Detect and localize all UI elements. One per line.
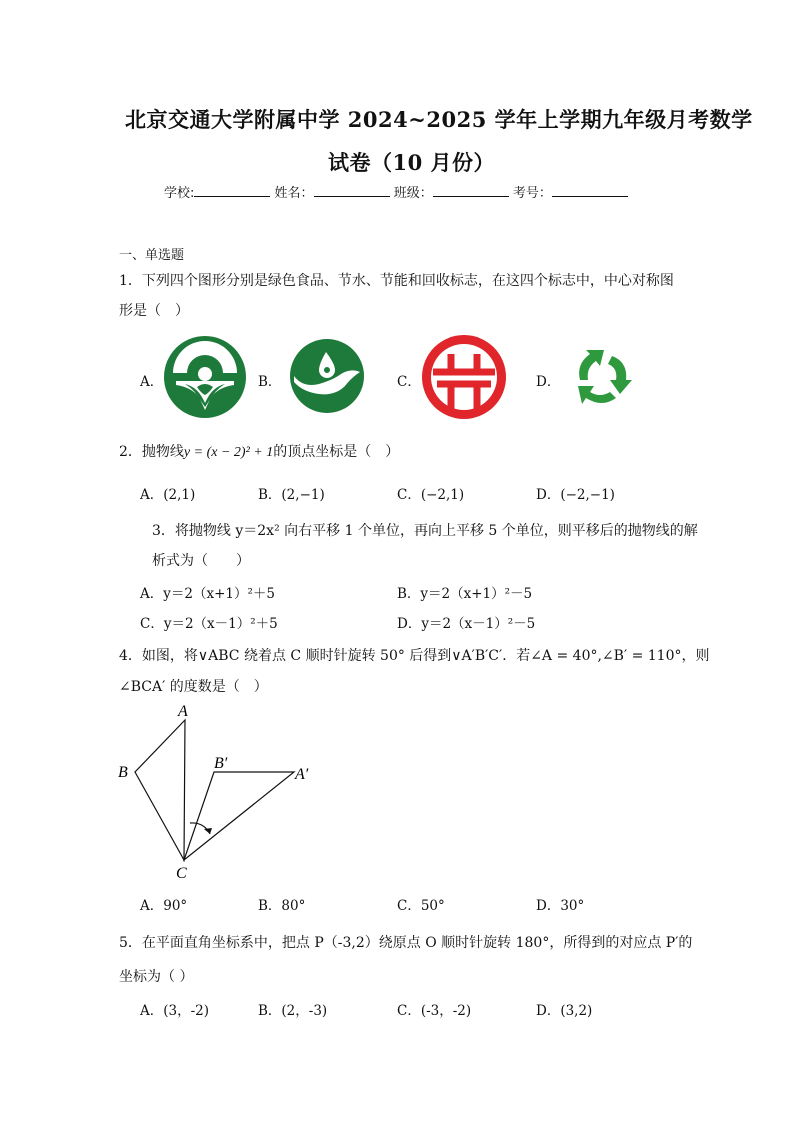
rotation-figure [110, 700, 325, 885]
name-label: 姓名： [274, 186, 314, 201]
section-heading: 一、单选题 [119, 248, 185, 263]
q3-option-a[interactable]: A．y＝2（x+1）²＋5 [140, 586, 275, 602]
q2-option-b[interactable]: B．(2,−1) [258, 487, 325, 503]
q2-suffix: 的顶点坐标是（ ） [273, 444, 400, 460]
q2-option-d[interactable]: D．(−2,−1) [536, 487, 615, 503]
label-b: B [118, 764, 128, 781]
label-c: C [176, 865, 187, 882]
q4-text-line-1: 4．如图，将∨ABC 绕着点 C 顺时针旋转 50° 后得到∨A′B′C′．若∠A = 40°,∠B′ = 110°，则 [119, 648, 710, 664]
q5-text-line-2: 坐标为（ ） [119, 969, 194, 985]
water-saving-logo-icon [289, 338, 365, 414]
q3-option-d[interactable]: D．y＝2（x－1）²－5 [397, 616, 536, 632]
rotation-arrowhead [204, 828, 212, 834]
q5-option-a[interactable]: A．(3，-2) [140, 1003, 210, 1019]
q2-option-a[interactable]: A．(2,1) [140, 487, 196, 503]
school-blank[interactable] [194, 184, 270, 197]
title-line-1: 北京交通大学附属中学 2024~2025 学年上学期九年级月考数学 [125, 107, 753, 132]
q2-option-c[interactable]: C．(−2,1) [397, 487, 465, 503]
q4-text-line-2: ∠BCA′ 的度数是（ ） [119, 679, 268, 695]
q1-option-b[interactable]: B． [258, 374, 282, 390]
q4-option-d[interactable]: D．30° [536, 898, 585, 914]
class-label: 班级： [393, 186, 433, 201]
q4-option-a[interactable]: A．90° [140, 898, 188, 914]
q1-option-c[interactable]: C． [397, 374, 421, 390]
school-label: 学校: [164, 186, 195, 201]
recycle-logo-icon [572, 346, 632, 408]
q2-text [119, 441, 399, 461]
label-b-prime: B′ [214, 755, 228, 772]
q5-option-d[interactable]: D．(3,2) [536, 1003, 593, 1019]
q2-formula: y = (x − 2)² + 1 [183, 445, 274, 460]
q5-text-line-1: 5．在平面直角坐标系中，把点 P（-3,2）绕原点 O 顺时针旋转 180°，所得到的对应点 P′的 [119, 935, 693, 951]
q4-option-c[interactable]: C．50° [397, 898, 445, 914]
label-a: A [178, 703, 188, 720]
title-line-2: 试卷（10 月份） [328, 150, 496, 175]
name-blank[interactable] [314, 184, 390, 197]
q5-option-b[interactable]: B．(2，-3) [258, 1003, 328, 1019]
class-blank[interactable] [433, 184, 509, 197]
student-info-row [164, 182, 628, 201]
q3-option-b[interactable]: B．y＝2（x+1）²－5 [397, 586, 533, 602]
q3-text-line-2: 析式为（ ） [152, 553, 250, 569]
triangle-a-prime-b-prime-c [184, 772, 294, 860]
q1-option-d[interactable]: D． [536, 374, 561, 390]
exam-no-blank[interactable] [552, 184, 628, 197]
label-a-prime: A′ [295, 766, 309, 783]
q1-text-line-2: 形是（ ） [119, 303, 189, 319]
green-food-logo-icon [163, 335, 247, 419]
q3-option-c[interactable]: C．y＝2（x－1）²＋5 [140, 616, 278, 632]
energy-saving-logo-icon [421, 334, 507, 420]
exam-no-label: 考号： [512, 186, 552, 201]
q1-text-line-1: 1．下列四个图形分别是绿色食品、节水、节能和回收标志，在这四个标志中，中心对称图 [119, 273, 674, 289]
q5-option-c[interactable]: C．(-3，-2) [397, 1003, 472, 1019]
q2-prefix: 2．抛物线 [119, 444, 184, 460]
q1-option-a[interactable]: A． [140, 374, 164, 390]
q4-option-b[interactable]: B．80° [258, 898, 306, 914]
triangle-abc [135, 720, 185, 860]
q3-text-line-1: 3．将抛物线 y＝2x² 向右平移 1 个单位，再向上平移 5 个单位，则平移后的抛物线的解 [152, 523, 698, 539]
